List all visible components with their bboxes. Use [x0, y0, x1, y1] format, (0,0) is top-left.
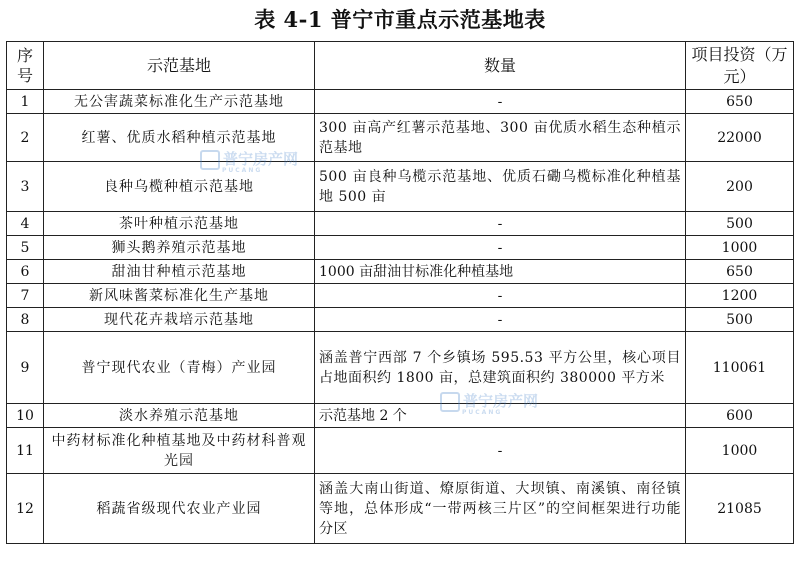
row-name: 现代花卉栽培示范基地: [44, 308, 315, 332]
table-row: [7, 474, 794, 544]
row-invest: 200: [686, 162, 794, 212]
row-invest: 1000: [686, 236, 794, 260]
table-row: [7, 212, 794, 236]
row-no: 6: [7, 260, 44, 284]
watermark-subtext: PUCANG: [462, 408, 503, 416]
row-invest: 500: [686, 308, 794, 332]
row-qty: 示范基地 2 个: [315, 404, 686, 428]
row-invest: 1000: [686, 428, 794, 474]
row-invest: 600: [686, 404, 794, 428]
row-invest: 110061: [686, 332, 794, 404]
row-no: 1: [7, 90, 44, 114]
row-name: 稻蔬省级现代农业产业园: [44, 474, 315, 544]
table-row: [7, 428, 794, 474]
row-no: 4: [7, 212, 44, 236]
table-row: [7, 308, 794, 332]
row-no: 9: [7, 332, 44, 404]
row-qty: -: [315, 284, 686, 308]
row-no: 2: [7, 114, 44, 162]
table-row: [7, 236, 794, 260]
row-no: 12: [7, 474, 44, 544]
row-invest: 650: [686, 90, 794, 114]
row-no: 7: [7, 284, 44, 308]
row-name: 甜油甘种植示范基地: [44, 260, 315, 284]
row-qty: -: [315, 428, 686, 474]
row-name: 茶叶种植示范基地: [44, 212, 315, 236]
row-qty: -: [315, 236, 686, 260]
row-qty: 300 亩高产红薯示范基地、300 亩优质水稻生态种植示范基地: [315, 114, 686, 162]
row-qty: -: [315, 90, 686, 114]
row-name: 新风味酱菜标准化生产基地: [44, 284, 315, 308]
table-row: [7, 162, 794, 212]
table-row: [7, 284, 794, 308]
table-title: 表 4-1 普宁市重点示范基地表: [254, 7, 546, 32]
watermark-text: 普宁房产网: [463, 392, 539, 410]
watermark-subtext: PUCANG: [222, 166, 263, 174]
demo-base-table: [6, 41, 794, 544]
row-invest: 650: [686, 260, 794, 284]
row-qty: 涵盖普宁西部 7 个乡镇场 595.53 平方公里，核心项目占地面积约 1800 亩，总建筑面积约 380000 平方米: [315, 332, 686, 404]
row-name: 狮头鹅养殖示范基地: [44, 236, 315, 260]
row-no: 5: [7, 236, 44, 260]
row-invest: 22000: [686, 114, 794, 162]
row-qty: 涵盖大南山街道、燎原街道、大坝镇、南溪镇、南径镇等地，总体形成“一带两核三片区”的空间框架进行功能分区: [315, 474, 686, 544]
row-qty: -: [315, 212, 686, 236]
row-no: 10: [7, 404, 44, 428]
row-name: 良种乌榄种植示范基地: [44, 162, 315, 212]
watermark-text: 普宁房产网: [223, 150, 299, 168]
header-no: 序号: [7, 42, 44, 90]
header-invest: 项目投资（万元）: [686, 42, 794, 90]
row-name: 红薯、优质水稻种植示范基地: [44, 114, 315, 162]
row-invest: 500: [686, 212, 794, 236]
header-name: 示范基地: [44, 42, 315, 90]
table-row: [7, 90, 794, 114]
row-no: 8: [7, 308, 44, 332]
row-no: 3: [7, 162, 44, 212]
row-no: 11: [7, 428, 44, 474]
row-name: 普宁现代农业（青梅）产业园: [44, 332, 315, 404]
row-qty: 500 亩良种乌榄示范基地、优质石磡乌榄标准化种植基地 500 亩: [315, 162, 686, 212]
row-name: 中药材标准化种植基地及中药材科普观光园: [44, 428, 315, 474]
row-qty: 1000 亩甜油甘标准化种植基地: [315, 260, 686, 284]
table-row: [7, 114, 794, 162]
row-qty: -: [315, 308, 686, 332]
row-name: 淡水养殖示范基地: [44, 404, 315, 428]
table-row: [7, 404, 794, 428]
table-row: [7, 260, 794, 284]
row-invest: 21085: [686, 474, 794, 544]
table-row: [7, 332, 794, 404]
header-qty: 数量: [315, 42, 686, 90]
row-invest: 1200: [686, 284, 794, 308]
row-name: 无公害蔬菜标准化生产示范基地: [44, 90, 315, 114]
